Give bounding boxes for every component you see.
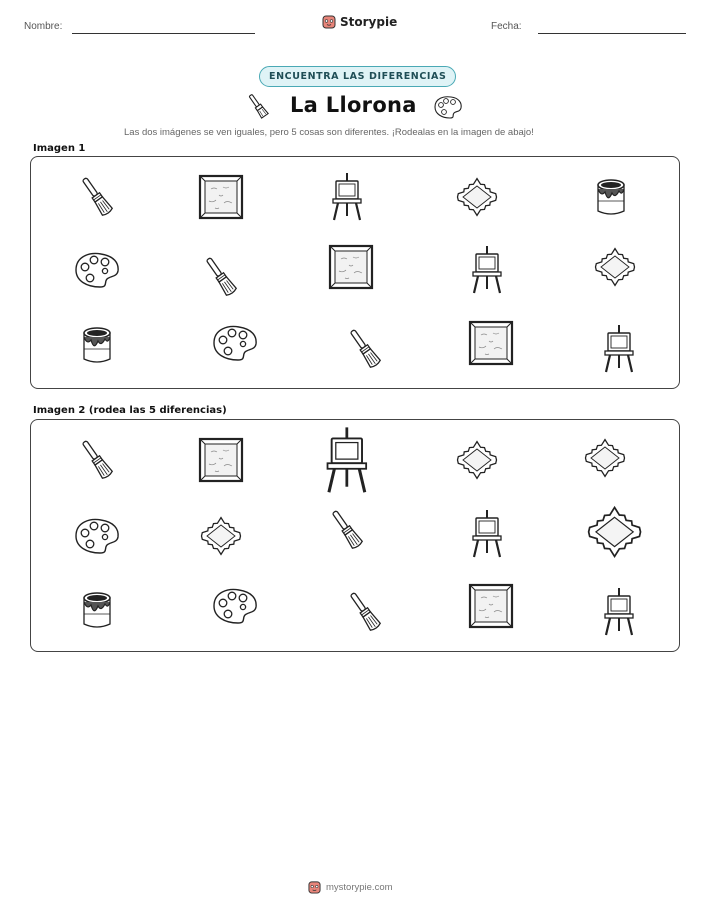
stamp-icon	[447, 167, 507, 227]
storypie-mascot-icon	[308, 880, 321, 894]
canvas-frame-icon	[191, 167, 251, 227]
paint-can-icon[interactable]	[67, 580, 127, 640]
brand-name: Storypie	[340, 14, 398, 29]
title-brush-icon	[246, 92, 270, 124]
date-label: Fecha:	[491, 21, 522, 32]
paintbrush-icon	[191, 247, 251, 307]
easel-icon	[317, 167, 377, 227]
image1-panel	[30, 156, 680, 389]
stamp-icon[interactable]	[575, 492, 655, 572]
brand-logo	[322, 14, 397, 29]
palette-icon[interactable]	[205, 576, 265, 636]
paintbrush-icon	[67, 167, 127, 227]
palette-icon[interactable]	[67, 506, 127, 566]
storypie-mascot-icon	[322, 14, 336, 29]
paint-can-icon	[67, 315, 127, 375]
easel-icon[interactable]	[589, 582, 649, 642]
stamp-icon	[585, 237, 645, 297]
stamp-icon[interactable]	[575, 428, 635, 488]
name-label: Nombre:	[24, 21, 63, 32]
canvas-frame-icon	[321, 237, 381, 297]
footer-site: mystorypie.com	[326, 881, 393, 893]
date-field[interactable]	[538, 33, 686, 34]
canvas-frame-icon[interactable]	[191, 430, 251, 490]
title-palette-icon	[432, 94, 464, 124]
canvas-frame-icon	[461, 313, 521, 373]
page-title: La Llorona	[290, 93, 417, 117]
stamp-icon[interactable]	[191, 506, 251, 566]
instructions: Las dos imágenes se ven iguales, pero 5 cosas son diferentes. ¡Rodealas en la imagen de abajo!	[124, 127, 534, 138]
easel-icon	[589, 319, 649, 379]
paintbrush-icon[interactable]	[317, 500, 377, 560]
paintbrush-icon	[335, 319, 395, 379]
paint-can-icon	[581, 167, 641, 227]
canvas-frame-icon[interactable]	[461, 576, 521, 636]
paintbrush-icon[interactable]	[67, 430, 127, 490]
image2-label: Imagen 2 (rodea las 5 diferencias)	[33, 405, 227, 416]
stamp-icon[interactable]	[447, 430, 507, 490]
easel-icon[interactable]	[306, 419, 389, 502]
name-field[interactable]	[72, 33, 255, 34]
easel-icon	[457, 240, 517, 300]
image2-panel[interactable]	[30, 419, 680, 652]
paintbrush-icon[interactable]	[335, 582, 395, 642]
activity-badge: ENCUENTRA LAS DIFERENCIAS	[259, 66, 456, 87]
palette-icon	[205, 313, 265, 373]
palette-icon	[67, 240, 127, 300]
easel-icon[interactable]	[457, 504, 517, 564]
image1-label: Imagen 1	[33, 143, 86, 154]
footer	[308, 880, 393, 894]
